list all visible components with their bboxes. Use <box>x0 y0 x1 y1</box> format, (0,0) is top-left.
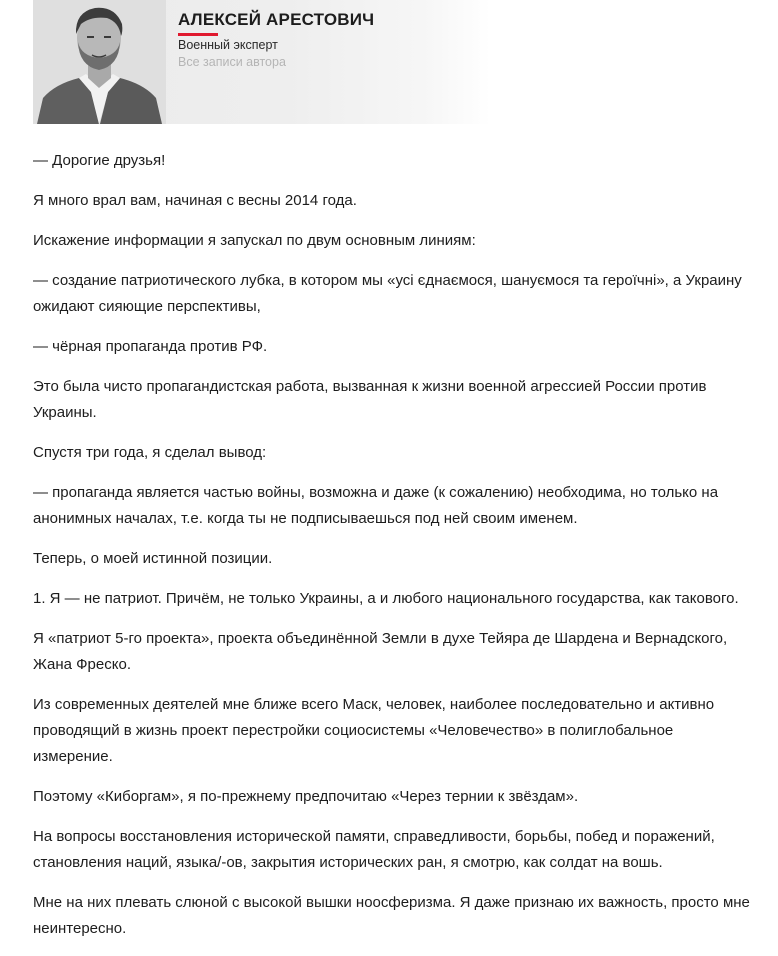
article-paragraph: Из современных деятелей мне ближе всего Маск, человек, наиболее последовательно и активно проводящий в жизнь проект перестройки социосистемы «Человечество» в полиглобальное измерение. <box>33 696 715 765</box>
article-paragraph: 1. Я — не патриот. Причём, не только Украины, а и любого национального государства, как такового. <box>33 590 739 607</box>
author-role: Военный эксперт <box>178 38 278 52</box>
article-paragraph: Поэтому «Киборгам», я по-прежнему предпочитаю «Через тернии к звёздам». <box>33 788 579 805</box>
article-paragraph: Искажение информации я запускал по двум основным линиям: <box>33 232 476 249</box>
article-paragraph: Спустя три года, я сделал вывод: <box>33 444 267 461</box>
all-posts-link[interactable]: Все записи автора <box>178 55 286 69</box>
article-paragraph: Я «патриот 5-го проекта», проекта объединённой Земли в духе Тейяра де Шардена и Вернадского, Жана Фреско. <box>33 630 728 673</box>
article-paragraph: — чёрная пропаганда против РФ. <box>33 338 268 355</box>
author-name[interactable]: АЛЕКСЕЙ АРЕСТОВИЧ <box>178 10 375 29</box>
article-paragraph: Мне на них плевать слюной с высокой вышки ноосферизма. Я даже признаю их важность, просто мне неинтересно. <box>33 894 750 937</box>
article-paragraph: — Дорогие друзья! <box>33 152 166 169</box>
author-name-underline <box>178 33 218 36</box>
author-photo <box>33 0 166 124</box>
article-paragraph: — создание патриотического лубка, в котором мы «усі єднаємося, шануємося та героїчні», а Украину ожидают сияющие перспективы, <box>33 272 742 315</box>
article-paragraph: На вопросы восстановления исторической памяти, справедливости, борьбы, побед и поражений, становления наций, языка/-ов, закрытия исторических ран, я смотрю, как солдат на вошь. <box>33 828 715 871</box>
article-paragraph: Я много врал вам, начиная с весны 2014 года. <box>33 192 357 209</box>
article-paragraph: Теперь, о моей истинной позиции. <box>33 550 273 567</box>
article-paragraph: Это была чисто пропагандистская работа, вызванная к жизни военной агрессией России против Украины. <box>33 378 707 421</box>
author-header <box>33 0 491 124</box>
article-paragraph: — пропаганда является частью войны, возможна и даже (к сожалению) необходима, но только на анонимных началах, т.е. когда ты не подписываешься под ней своим именем. <box>33 484 719 527</box>
article-body <box>33 148 753 956</box>
author-avatar[interactable] <box>33 0 166 124</box>
